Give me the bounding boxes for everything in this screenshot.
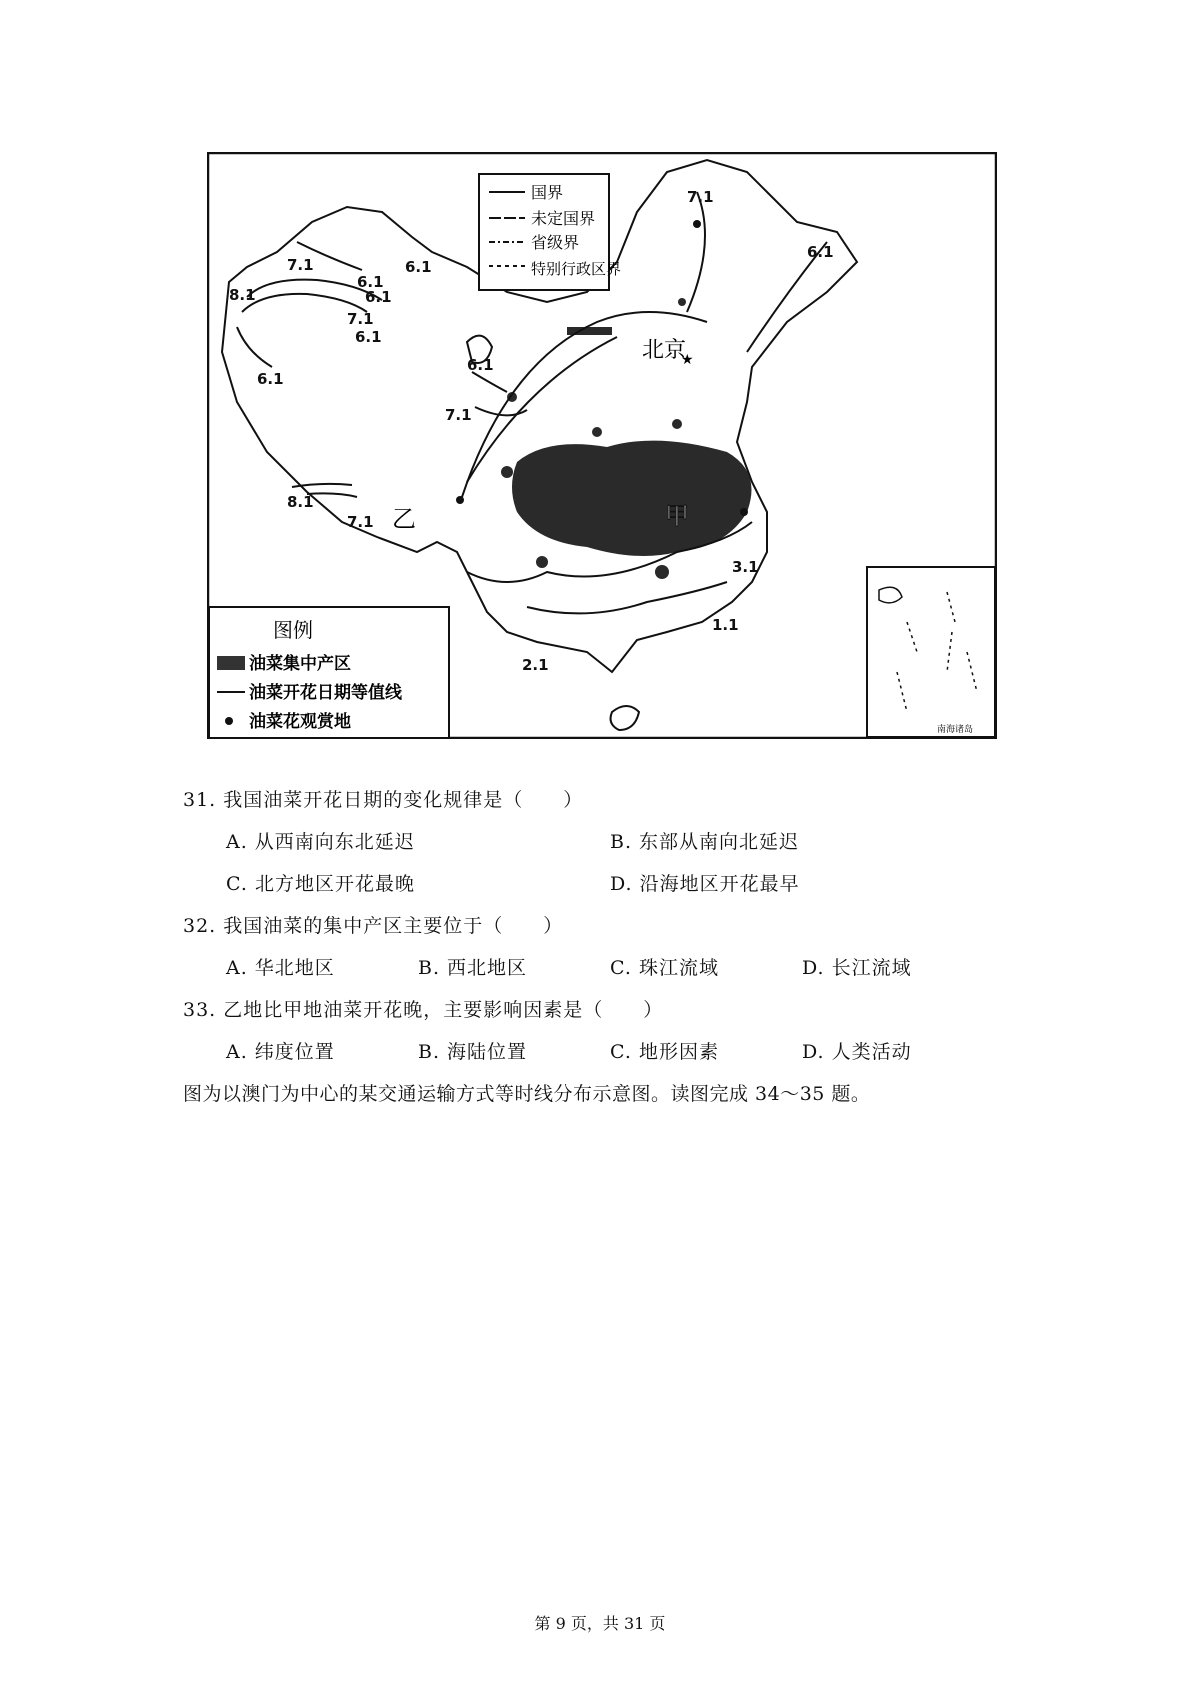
legend-national-border: 国界 xyxy=(531,183,564,202)
page-footer: 第 9 页，共 31 页 xyxy=(534,1614,666,1633)
isoline-label: 7.1 xyxy=(287,256,314,274)
south-china-sea-inset xyxy=(867,567,995,737)
q31-option-b: B. 东部从南向北延迟 xyxy=(610,831,800,853)
isoline-label: 7.1 xyxy=(347,310,374,328)
next-question-intro: 图为以澳门为中心的某交通运输方式等时线分布示意图。读图完成 34～35 题。 xyxy=(183,1083,871,1105)
q32-option-c: C. 珠江流域 xyxy=(610,957,719,979)
isoline-label: 8.1 xyxy=(229,286,256,304)
china-rapeseed-map xyxy=(207,152,997,739)
city-beijing-label: 北京 xyxy=(642,338,687,363)
q31-option-c: C. 北方地区开花最晚 xyxy=(226,873,415,895)
question-32-stem: 32. 我国油菜的集中产区主要位于（ ） xyxy=(183,915,564,937)
isoline-label: 8.1 xyxy=(287,493,314,511)
isoline-label: 6.1 xyxy=(257,370,284,388)
map-legend xyxy=(209,607,449,738)
q33-option-b: B. 海陆位置 xyxy=(418,1041,528,1063)
q33-option-a: A. 纬度位置 xyxy=(226,1041,335,1063)
q32-option-d: D. 长江流域 xyxy=(802,957,912,979)
question-31-stem: 31. 我国油菜开花日期的变化规律是（ ） xyxy=(183,789,584,811)
isoline-label: 6.1 xyxy=(467,356,494,374)
legend-undefined-border: 未定国界 xyxy=(531,209,596,228)
legend-viewing-spot: 油菜花观赏地 xyxy=(249,712,351,732)
q32-option-a: A. 华北地区 xyxy=(226,957,335,979)
isoline-label: 7.1 xyxy=(445,406,472,424)
legend-title: 图例 xyxy=(273,618,313,642)
q31-option-a: A. 从西南向东北延迟 xyxy=(226,831,415,853)
legend-concentrated-area: 油菜集中产区 xyxy=(249,654,351,674)
legend-provincial-border: 省级界 xyxy=(531,233,580,252)
q31-option-d: D. 沿海地区开花最早 xyxy=(610,873,800,895)
isoline-label: 7.1 xyxy=(687,188,714,206)
isoline-label: 6.1 xyxy=(357,273,384,291)
isoline-label: 6.1 xyxy=(807,243,834,261)
isoline-label: 6.1 xyxy=(365,288,392,306)
isoline-label: 2.1 xyxy=(522,656,549,674)
isoline-label: 7.1 xyxy=(347,513,374,531)
isoline-label: 6.1 xyxy=(405,258,432,276)
isoline-label: 6.1 xyxy=(355,328,382,346)
q32-option-b: B. 西北地区 xyxy=(418,957,528,979)
legend-sar-border: 特别行政区界 xyxy=(531,260,622,278)
inset-caption: 南海诸岛 xyxy=(937,725,974,735)
isoline-label: 3.1 xyxy=(732,558,759,576)
place-yi-label: 乙 xyxy=(392,505,416,533)
isoline-label: 1.1 xyxy=(712,616,739,634)
question-33-stem: 33. 乙地比甲地油菜开花晚，主要影响因素是（ ） xyxy=(183,999,664,1021)
place-jia-label: 甲 xyxy=(665,502,689,530)
legend-isoline: 油菜开花日期等值线 xyxy=(249,683,402,703)
boundary-legend xyxy=(479,174,621,290)
beijing-star-icon: ★ xyxy=(681,352,694,368)
q33-option-d: D. 人类活动 xyxy=(802,1041,912,1063)
q33-option-c: C. 地形因素 xyxy=(610,1041,719,1063)
